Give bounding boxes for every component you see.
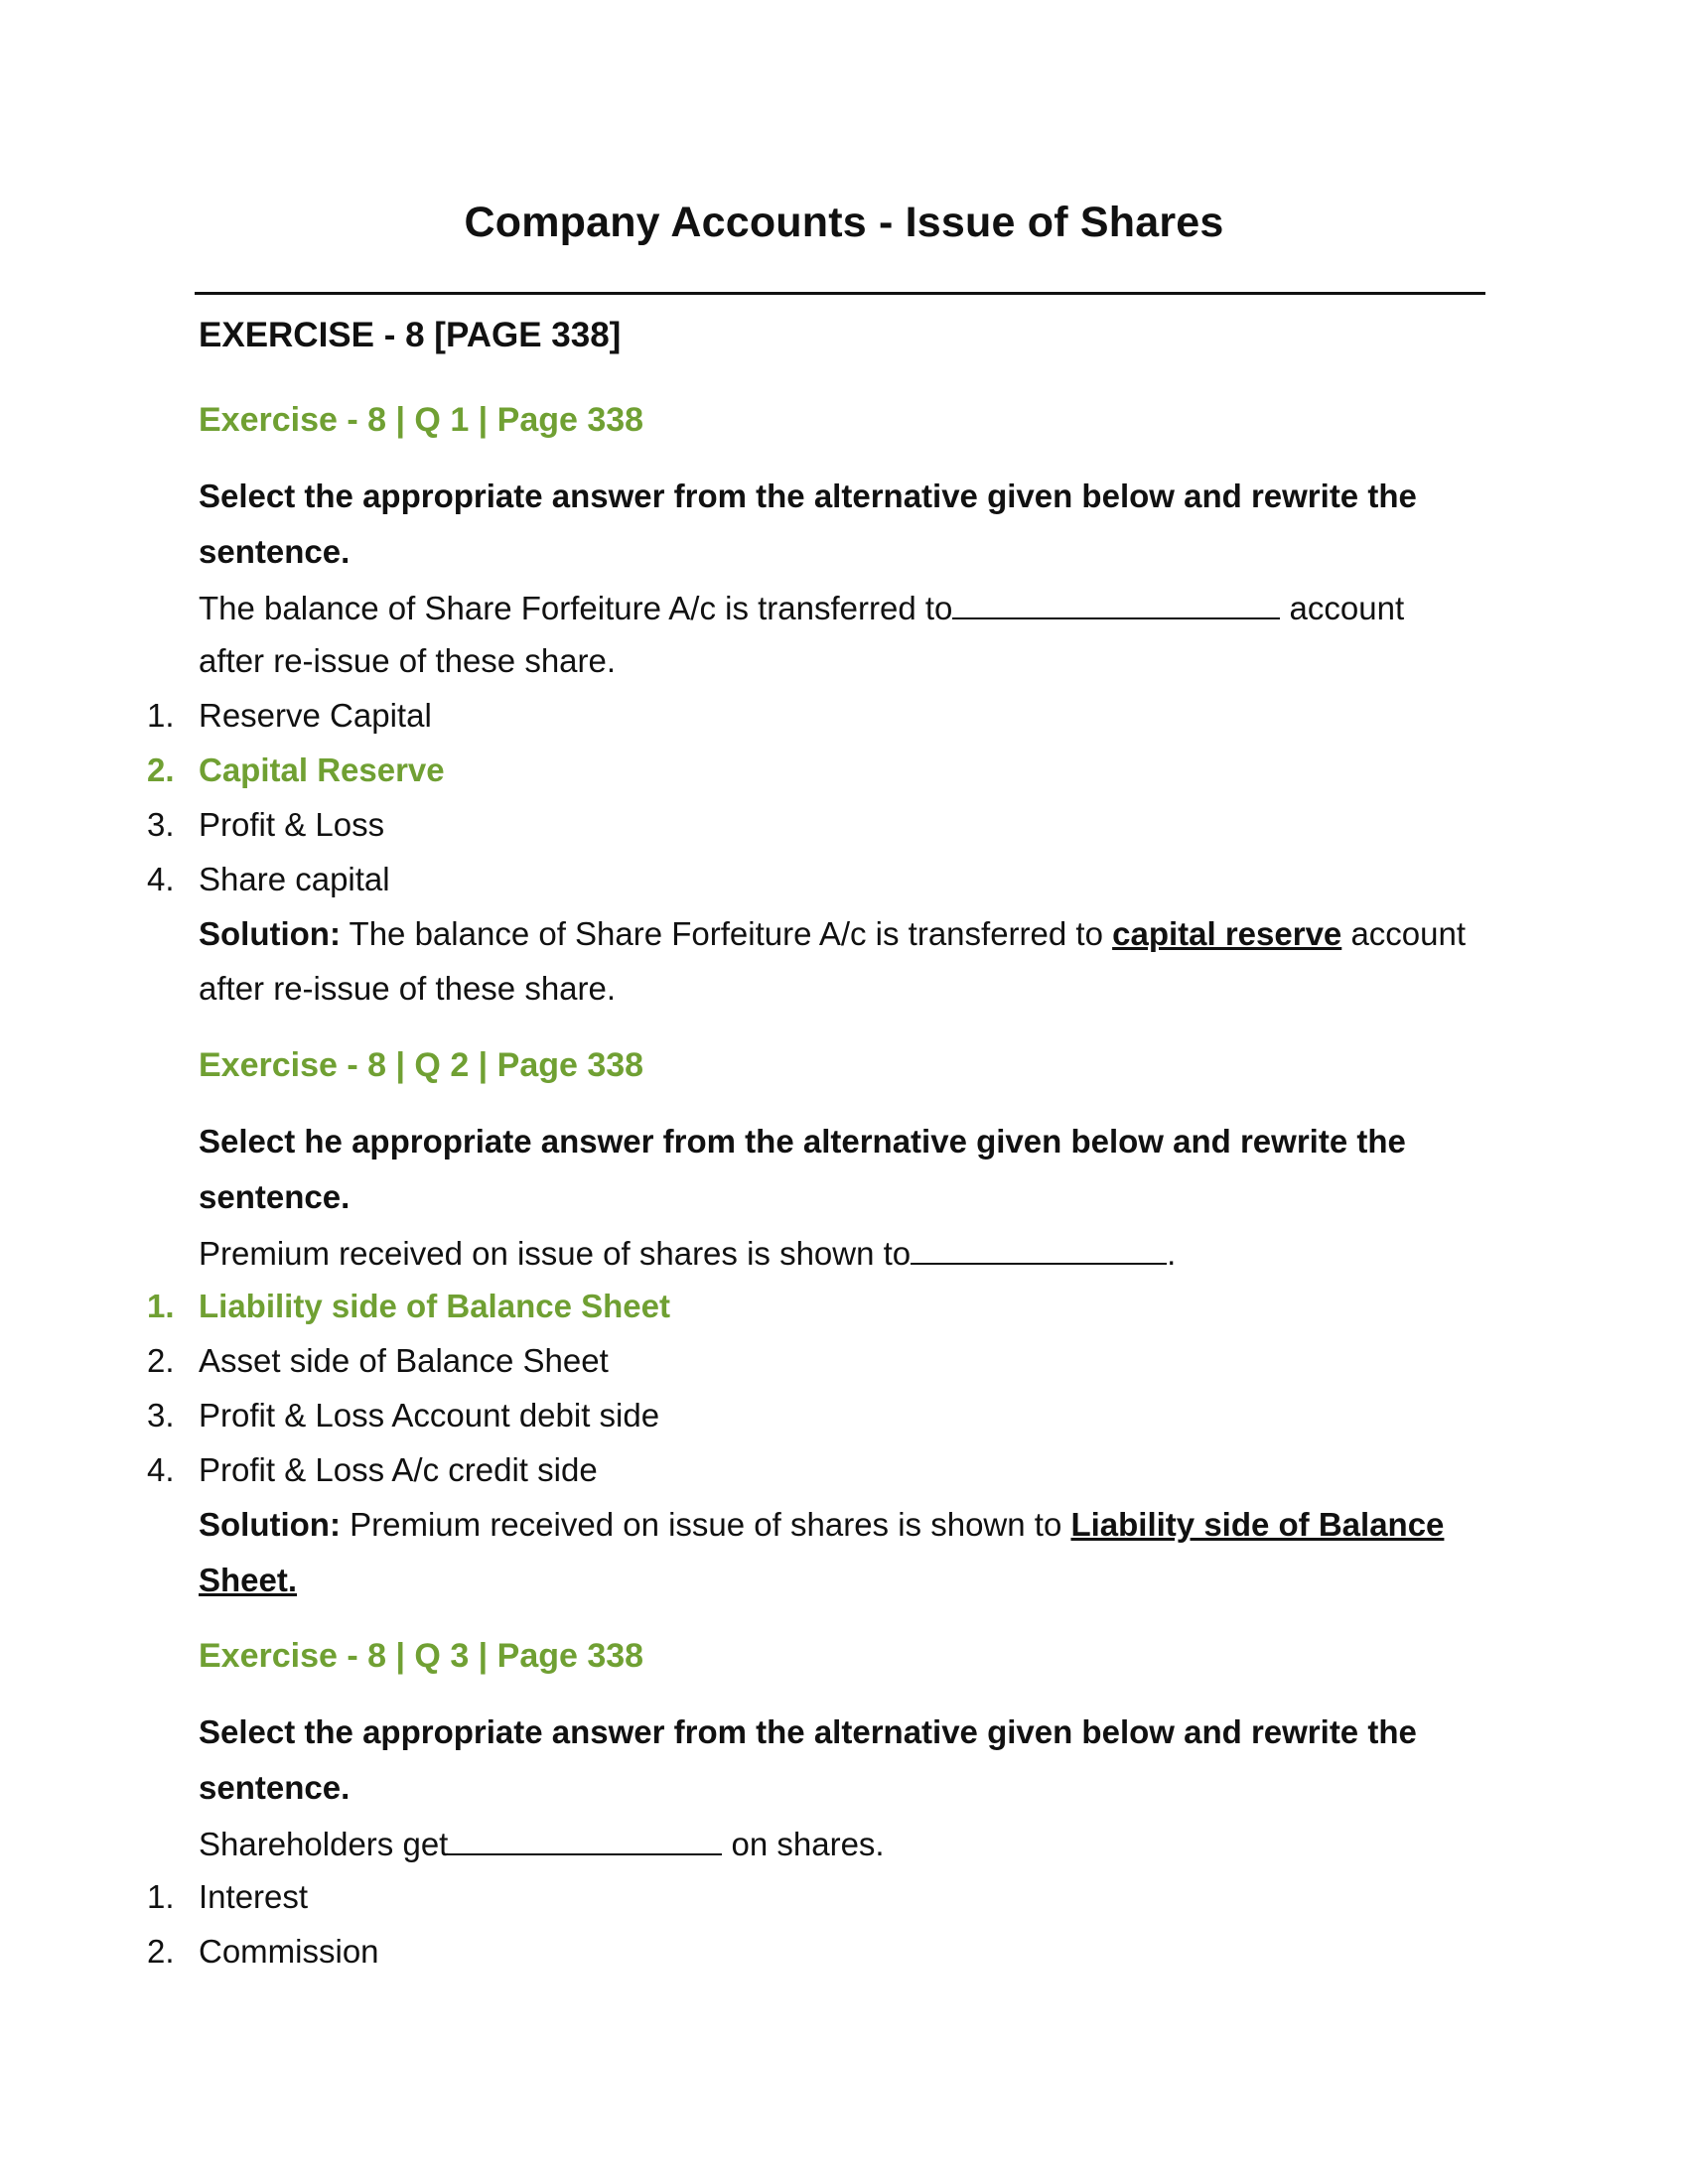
- option-number: 2.: [147, 1933, 175, 1970]
- solution-answer: capital reserve: [1112, 915, 1342, 952]
- question-3-option-2[interactable]: [147, 1933, 379, 1971]
- option-text: Profit & Loss A/c credit side: [199, 1451, 598, 1488]
- option-number: 3.: [147, 1397, 175, 1433]
- statement-text: Premium received on issue of shares is shown to: [199, 1235, 912, 1272]
- option-number: 4.: [147, 1451, 175, 1488]
- option-text: Profit & Loss: [199, 806, 385, 843]
- question-3-statement: [199, 1824, 885, 1863]
- question-1-instruction: Select the appropriate answer from the alternative given below and rewrite the: [199, 478, 1417, 514]
- question-2-option-3[interactable]: [147, 1397, 659, 1434]
- question-2-solution: [199, 1506, 1444, 1544]
- exercise-heading: EXERCISE - 8 [PAGE 338]: [199, 316, 622, 354]
- option-text: Asset side of Balance Sheet: [199, 1342, 609, 1379]
- question-1-option-2-correct[interactable]: [147, 751, 445, 789]
- solution-label: Solution:: [199, 915, 341, 952]
- option-number: 3.: [147, 806, 175, 843]
- question-1-solution-cont: after re-issue of these share.: [199, 970, 617, 1007]
- option-text: Share capital: [199, 861, 390, 897]
- question-1-option-4[interactable]: [147, 861, 390, 898]
- question-1-option-3[interactable]: [147, 806, 384, 844]
- question-3-option-1[interactable]: [147, 1878, 308, 1916]
- statement-text-end: .: [1167, 1235, 1177, 1272]
- question-3-instruction: Select the appropriate answer from the alternative given below and rewrite the: [199, 1713, 1417, 1750]
- option-text: Commission: [199, 1933, 379, 1970]
- option-text: Liability side of Balance Sheet: [199, 1288, 670, 1324]
- question-1-option-1[interactable]: [147, 697, 432, 735]
- option-text: Profit & Loss Account debit side: [199, 1397, 660, 1433]
- option-number: 4.: [147, 861, 175, 897]
- question-2-solution-cont: [199, 1562, 297, 1599]
- option-number: 2.: [147, 751, 175, 788]
- option-text: Reserve Capital: [199, 697, 432, 734]
- question-1-solution: [199, 915, 1466, 953]
- solution-text-end: account: [1341, 915, 1467, 952]
- answer-blank: [448, 1824, 722, 1855]
- title-divider: [195, 292, 1485, 295]
- question-3-heading[interactable]: Exercise - 8 | Q 3 | Page 338: [199, 1637, 644, 1675]
- option-number: 2.: [147, 1342, 175, 1379]
- answer-blank: [911, 1233, 1167, 1265]
- option-number: 1.: [147, 1878, 175, 1915]
- question-1-statement-cont: after re-issue of these share.: [199, 642, 617, 679]
- solution-answer: Liability side of Balance: [1070, 1506, 1445, 1543]
- question-2-option-1-correct[interactable]: [147, 1288, 670, 1325]
- statement-text: Shareholders get: [199, 1826, 449, 1862]
- solution-label: Solution:: [199, 1506, 341, 1543]
- question-2-option-2[interactable]: [147, 1342, 609, 1380]
- question-1-statement: [199, 588, 1404, 627]
- solution-text: The balance of Share Forfeiture A/c is transferred to: [340, 915, 1113, 952]
- question-2-instruction: Select he appropriate answer from the alternative given below and rewrite the: [199, 1123, 1406, 1160]
- question-3-instruction-cont: sentence.: [199, 1769, 351, 1806]
- statement-text: The balance of Share Forfeiture A/c is transferred to: [199, 590, 953, 626]
- option-text: Capital Reserve: [199, 751, 445, 788]
- option-number: 1.: [147, 697, 175, 734]
- solution-answer-cont: Sheet.: [199, 1562, 298, 1598]
- question-2-heading[interactable]: Exercise - 8 | Q 2 | Page 338: [199, 1046, 644, 1084]
- statement-text-end: on shares.: [722, 1826, 885, 1862]
- option-text: Interest: [199, 1878, 309, 1915]
- question-1-instruction-cont: sentence.: [199, 533, 351, 570]
- question-2-option-4[interactable]: [147, 1451, 598, 1489]
- option-number: 1.: [147, 1288, 175, 1324]
- answer-blank: [952, 588, 1280, 619]
- statement-text-end: account: [1280, 590, 1405, 626]
- question-2-statement: [199, 1233, 1176, 1273]
- question-1-heading[interactable]: Exercise - 8 | Q 1 | Page 338: [199, 401, 644, 439]
- document-title: Company Accounts - Issue of Shares: [464, 199, 1224, 246]
- question-2-instruction-cont: sentence.: [199, 1178, 351, 1215]
- solution-text: Premium received on issue of shares is shown to: [340, 1506, 1071, 1543]
